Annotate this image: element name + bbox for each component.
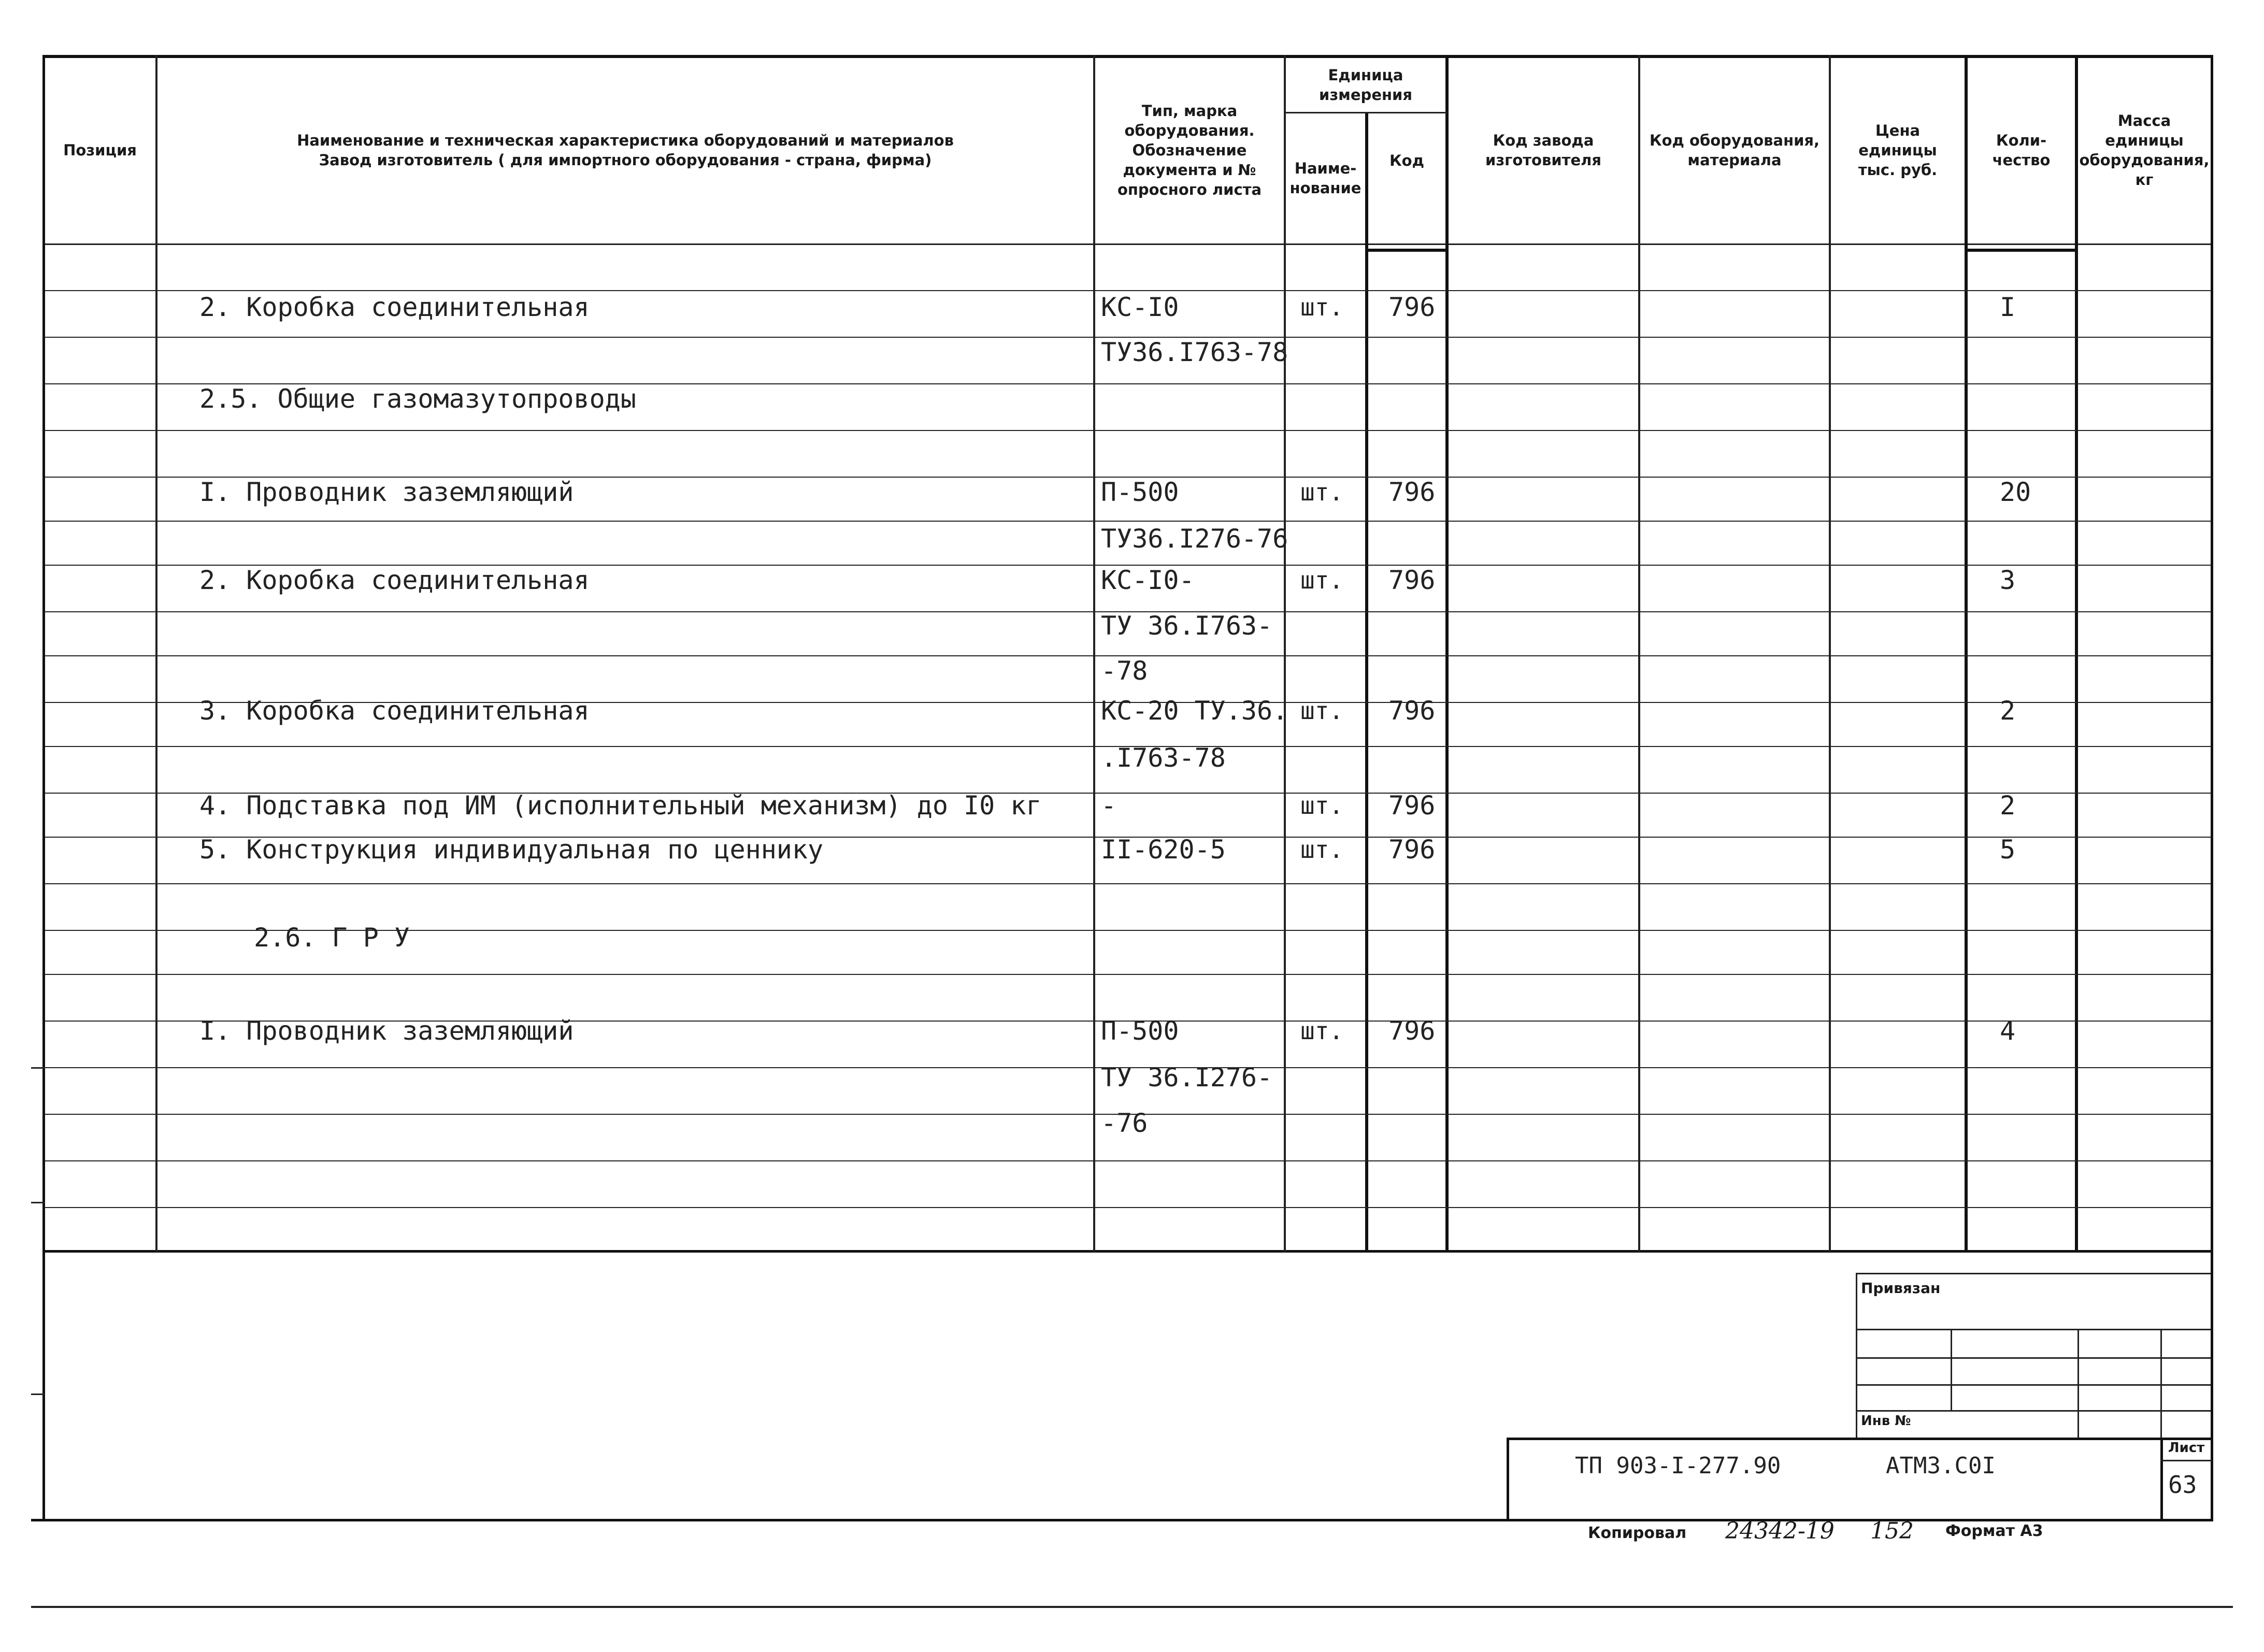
row-type: - [1101, 791, 1117, 821]
row-name: 2.6. Г Р У [254, 923, 410, 953]
row-name: 2. Коробка соединительная [199, 565, 590, 595]
header-position: Позиция [63, 141, 137, 159]
row-code: 796 [1388, 292, 1436, 322]
row-type: П-500 [1101, 477, 1179, 507]
stamp-vline-3 [2160, 1329, 2162, 1438]
stamp-line-3 [1856, 1384, 2211, 1386]
title-block-left [1507, 1438, 1509, 1520]
row-type: ТУ36.I276-76 [1101, 524, 1288, 554]
header-bottom-border [42, 243, 2213, 245]
row-line [45, 290, 2211, 291]
title-block-top [1507, 1438, 2213, 1440]
row-qty: 2 [2000, 791, 2016, 821]
row-qty: I [2000, 292, 2016, 322]
table-left-border [42, 55, 45, 1521]
row-code: 796 [1388, 565, 1436, 595]
doc-number: ТП 903-I-277.90 [1575, 1453, 1781, 1479]
row-code: 796 [1388, 477, 1436, 507]
copied-label: Копировал [1588, 1524, 1687, 1542]
row-type: ТУ36.I763-78 [1101, 337, 1288, 367]
row-name: 2. Коробка соединительная [199, 292, 590, 322]
row-name: I. Проводник заземляющий [199, 1016, 574, 1046]
row-unit: шт. [1300, 697, 1344, 725]
header-quantity: Коли- чество [1992, 132, 2051, 169]
row-unit: шт. [1300, 836, 1344, 864]
unit-group-split [1284, 112, 1447, 113]
row-type: КС-I0 [1101, 292, 1179, 322]
row-qty: 20 [2000, 477, 2031, 507]
stamp-left-line [1856, 1273, 1857, 1439]
table-right-border [2211, 55, 2213, 1521]
row-line [45, 1160, 2211, 1161]
row-code: 796 [1388, 696, 1436, 726]
sheet-number: 63 [2168, 1471, 2197, 1499]
row-type: П-500 [1101, 1016, 1179, 1046]
row-type: КС-I0- [1101, 565, 1195, 595]
row-unit: шт. [1300, 293, 1344, 321]
header-mass: Масса единицы оборудования, кг [2079, 112, 2210, 189]
row-line [45, 883, 2211, 884]
row-qty: 5 [2000, 835, 2016, 865]
sheet-label: Лист [2168, 1440, 2205, 1456]
binding-tick-2 [31, 1202, 45, 1203]
row-unit: шт. [1300, 478, 1344, 506]
row-unit: шт. [1300, 1017, 1344, 1045]
row-name: I. Проводник заземляющий [199, 477, 574, 507]
row-type: -78 [1101, 656, 1148, 686]
copied-number: 152 [1870, 1518, 1914, 1544]
header-unit-code: Код [1389, 152, 1425, 169]
stamp-line-1 [1856, 1329, 2211, 1330]
row-line [45, 1207, 2211, 1208]
stamp-line-4 [1856, 1410, 2211, 1412]
row-line [45, 430, 2211, 431]
col-sep-4 [1365, 112, 1368, 1252]
stamp-inv-label: Инв № [1861, 1413, 1911, 1429]
row-name: 5. Конструкция индивидуальная по ценнику [199, 835, 824, 865]
stamp-vline-1 [1951, 1329, 1952, 1412]
row-type: КС-20 ТУ.36. [1101, 696, 1288, 726]
row-code: 796 [1388, 1016, 1436, 1046]
row-qty: 2 [2000, 696, 2016, 726]
row-name: 2.5. Общие газомазутопроводы [199, 384, 636, 414]
row-type: ТУ 36.I276- [1101, 1062, 1273, 1093]
row-type: II-620-5 [1101, 835, 1226, 865]
binding-tick-3 [31, 1394, 45, 1395]
stamp-line-2 [1856, 1357, 2211, 1359]
page-cut-line [31, 1606, 2233, 1608]
row-code: 796 [1388, 791, 1436, 821]
row-unit: шт. [1300, 566, 1344, 594]
row-type: -76 [1101, 1108, 1148, 1138]
header-type: Тип, марка оборудования. Обозначение документа и № опросного листа [1117, 102, 1262, 198]
row-type: ТУ 36.I763- [1101, 611, 1273, 641]
row-name: 3. Коробка соединительная [199, 696, 590, 726]
row-line [45, 974, 2211, 975]
table-bottom-border [42, 1250, 2213, 1253]
code-col-top-border [1365, 249, 1448, 252]
row-code: 796 [1388, 835, 1436, 865]
row-name: 4. Подставка под ИМ (исполнительный механизм) до I0 кг [199, 791, 1042, 821]
header-unit-group: Единица измерения [1319, 66, 1412, 104]
header-factory-code: Код завода изготовителя [1485, 132, 1601, 169]
format-label: Формат А3 [1945, 1522, 2043, 1540]
row-type: .I763-78 [1101, 743, 1226, 773]
row-qty: 3 [2000, 565, 2016, 595]
title-block-sheet-sep [2160, 1438, 2163, 1520]
header-unit-name: Наиме- нование [1289, 160, 1362, 197]
stamp-top-line [1856, 1273, 2211, 1274]
row-unit: шт. [1300, 792, 1344, 820]
stamp-tied-label: Привязан [1861, 1280, 1941, 1297]
header-price: Цена единицы тыс. руб. [1858, 122, 1938, 179]
qty-col-top-border [1965, 249, 2077, 252]
binding-tick-1 [31, 1067, 45, 1069]
doc-code: АТМЗ.С0I [1886, 1453, 1996, 1479]
header-equipment-code: Код оборудования, материала [1649, 132, 1820, 169]
copied-signature: 24342-19 [1725, 1518, 1835, 1544]
row-qty: 4 [2000, 1016, 2016, 1046]
stamp-vline-2 [2077, 1329, 2079, 1438]
row-line [45, 521, 2211, 522]
sheet-label-sep [2160, 1460, 2212, 1461]
header-name: Наименование и техническая характеристика оборудований и материалов Завод изготовитель ( для импортного оборудования - страна, фирма) [297, 132, 954, 169]
